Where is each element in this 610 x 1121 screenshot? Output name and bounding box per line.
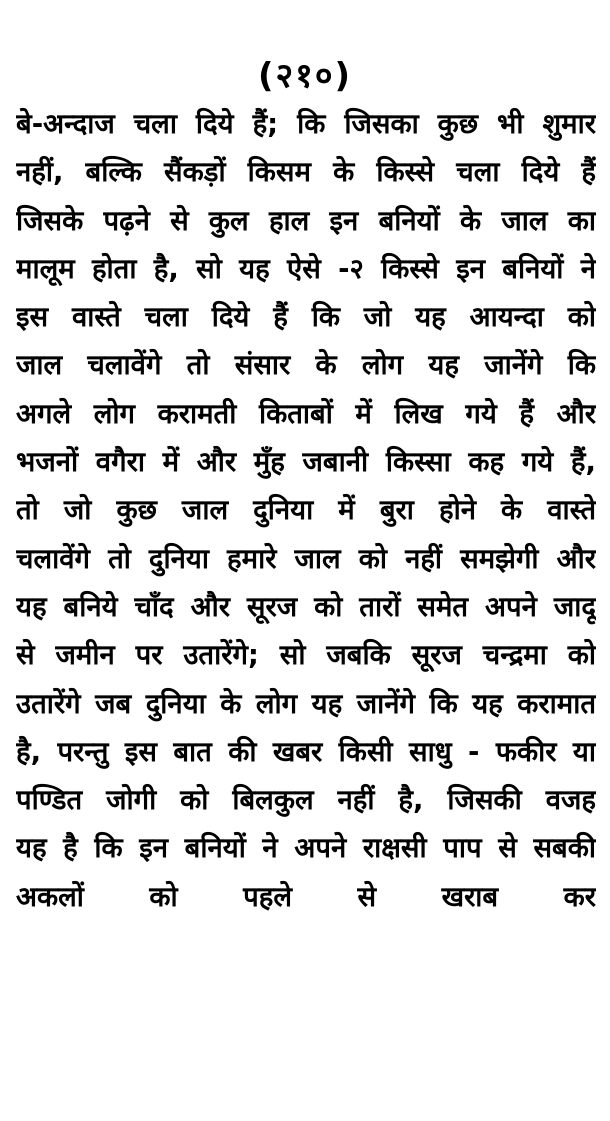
text-line: है, परन्तु इस बात की खबर किसी साधु - फकीर या — [16, 735, 596, 768]
text-line: पण्डित जोगी को बिलकुल नहीं है, जिसकी वजह — [16, 784, 596, 817]
text-line: भजनों वगैरा में और मुँह जबानी किस्सा कह गये हैं, — [16, 446, 596, 479]
text-line: जिसके पढ़ने से कुल हाल इन बनियों के जाल का — [16, 204, 596, 237]
body-text — [16, 100, 596, 921]
text-line: से जमीन पर उतारेंगे; सो जबकि सूरज चन्द्रमा को — [16, 639, 596, 672]
page-number: (२१०) — [257, 56, 353, 96]
text-line: नहीं, बल्कि सैंकड़ों किसम के किस्से चला दिये हैं — [16, 156, 596, 189]
text-line: उतारेंगे जब दुनिया के लोग यह जानेंगे कि यह करामात — [16, 687, 596, 720]
text-line: जाल चलावेंगे तो संसार के लोग यह जानेंगे कि — [16, 349, 596, 382]
text-line: यह है कि इन बनियों ने अपने राक्षसी पाप से सबकी — [16, 832, 596, 865]
text-line: अकलों को पहले से खराब कर — [16, 880, 596, 913]
text-line: बे-अन्दाज चला दिये हैं; कि जिसका कुछ भी शुमार — [16, 108, 596, 140]
text-line: अगले लोग करामती किताबों में लिख गये हैं और — [16, 397, 596, 430]
text-line: यह बनिये चाँद और सूरज को तारों समेत अपने जादू — [16, 590, 596, 623]
text-line: मालूम होता है, सो यह ऐसे -२ किस्से इन बनियों ने — [16, 252, 596, 285]
text-line: इस वास्ते चला दिये हैं कि जो यह आयन्दा को — [16, 301, 596, 334]
text-line: चलावेंगे तो दुनिया हमारे जाल को नहीं समझेगी और — [16, 542, 596, 575]
text-line: तो जो कुछ जाल दुनिया में बुरा होने के वास्ते — [16, 494, 596, 527]
